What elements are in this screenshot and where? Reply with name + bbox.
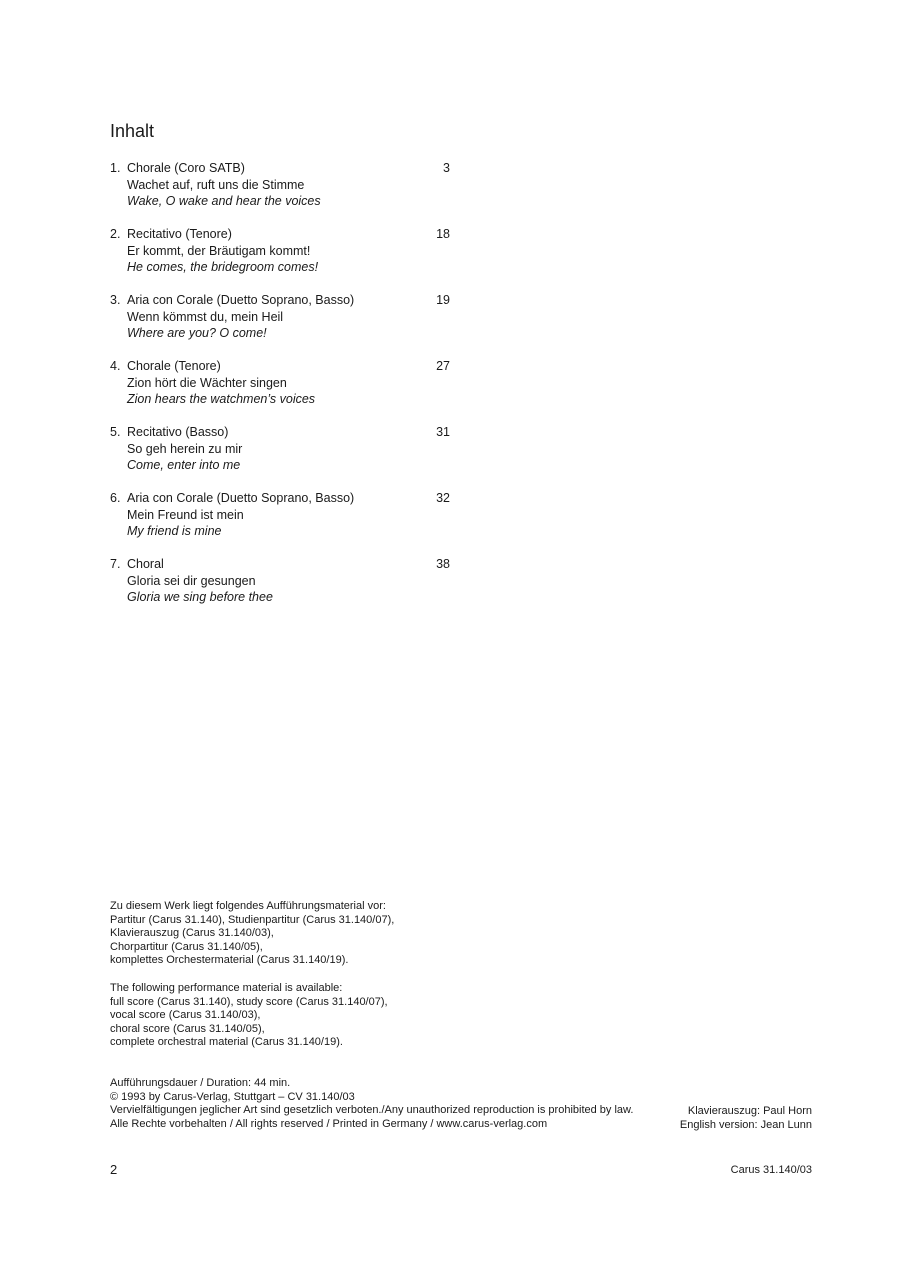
english-text: My friend is mine <box>127 524 222 538</box>
english-text: Zion hears the watchmen’s voices <box>127 392 316 406</box>
copyright-line: © 1993 by Carus-Verlag, Stuttgart – CV 31.140/03 <box>110 1090 355 1103</box>
german-text: Er kommt, der Bräutigam kommt! <box>127 243 311 258</box>
movement-title: Aria con Corale (Duetto Soprano, Basso) <box>127 293 355 307</box>
material-line: Klavierauszug (Carus 31.140/03), <box>110 927 274 940</box>
toc-entry-7 <box>110 556 455 622</box>
toc-entry-3 <box>110 292 455 358</box>
english-text: Wake, O wake and hear the voices <box>127 194 321 208</box>
page-number: 27 <box>436 359 450 373</box>
german-text: Mein Freund ist mein <box>127 507 244 522</box>
piano-reduction-credit: Klavierauszug: Paul Horn <box>687 1105 812 1117</box>
material-line: Partitur (Carus 31.140), Studienpartitur (Carus 31.140/07), <box>110 913 395 926</box>
material-line: Zu diesem Werk liegt folgendes Aufführungsmaterial vor: <box>110 900 386 912</box>
movement-title: Chorale (Tenore) <box>127 359 221 373</box>
credits <box>680 1105 812 1132</box>
material-line: Chorpartitur (Carus 31.140/05), <box>110 940 263 953</box>
material-line: The following performance material is available: <box>110 982 343 994</box>
page-number: 32 <box>436 491 450 505</box>
page-heading: Inhalt <box>110 121 155 141</box>
duration-line: Aufführungsdauer / Duration: 44 min. <box>110 1077 291 1089</box>
german-text: Zion hört die Wächter singen <box>127 375 287 390</box>
material-line: vocal score (Carus 31.140/03), <box>110 1009 261 1022</box>
performance-material-german <box>110 900 394 968</box>
movement-title: Choral <box>127 557 164 571</box>
material-line: choral score (Carus 31.140/05), <box>110 1022 265 1035</box>
movement-title: Aria con Corale (Duetto Soprano, Basso) <box>127 491 355 505</box>
entry-number: 1. <box>110 161 121 175</box>
german-text: Wachet auf, ruft uns die Stimme <box>127 177 305 192</box>
entry-number: 7. <box>110 557 121 571</box>
performance-material-english <box>110 982 388 1050</box>
german-text: Gloria sei dir gesungen <box>127 573 256 588</box>
reproduction-notice: Vervielfältigungen jeglicher Art sind gesetzlich verboten./Any unauthorized reproduction is prohibited by law. <box>110 1104 634 1117</box>
movement-title: Recitativo (Tenore) <box>127 227 232 241</box>
movement-title: Recitativo (Basso) <box>127 425 229 439</box>
english-text: Come, enter into me <box>127 458 241 472</box>
german-text: So geh herein zu mir <box>127 441 243 456</box>
legal-notice <box>110 1077 633 1131</box>
page-number: 38 <box>436 557 450 571</box>
table-of-contents <box>110 160 455 622</box>
entry-number: 3. <box>110 293 121 307</box>
page-number: 18 <box>436 227 450 241</box>
page-folio: 2 <box>110 1162 118 1177</box>
toc-entry-6 <box>110 490 455 556</box>
movement-title: Chorale (Coro SATB) <box>127 161 245 175</box>
english-text: Where are you? O come! <box>127 326 267 340</box>
rights-line: Alle Rechte vorbehalten / All rights reserved / Printed in Germany / www.carus-verlag.com <box>110 1117 548 1130</box>
english-text: He comes, the bridegroom comes! <box>127 260 319 274</box>
english-text: Gloria we sing before thee <box>127 590 273 604</box>
entry-number: 4. <box>110 359 121 373</box>
page-number: 3 <box>443 161 450 175</box>
toc-entry-2 <box>110 226 455 292</box>
german-text: Wenn kömmst du, mein Heil <box>127 309 284 324</box>
catalog-number: Carus 31.140/03 <box>730 1164 812 1176</box>
material-line: full score (Carus 31.140), study score (Carus 31.140/07), <box>110 995 388 1008</box>
toc-entry-1 <box>110 160 455 226</box>
page-number: 19 <box>436 293 450 307</box>
english-version-credit: English version: Jean Lunn <box>679 1118 812 1131</box>
entry-number: 2. <box>110 227 121 241</box>
material-line: komplettes Orchestermaterial (Carus 31.140/19). <box>110 954 349 967</box>
entry-number: 5. <box>110 425 121 439</box>
entry-number: 6. <box>110 491 121 505</box>
toc-entry-4 <box>110 358 455 424</box>
toc-entry-5 <box>110 424 455 490</box>
page-number: 31 <box>436 425 450 439</box>
material-line: complete orchestral material (Carus 31.140/19). <box>110 1036 343 1049</box>
